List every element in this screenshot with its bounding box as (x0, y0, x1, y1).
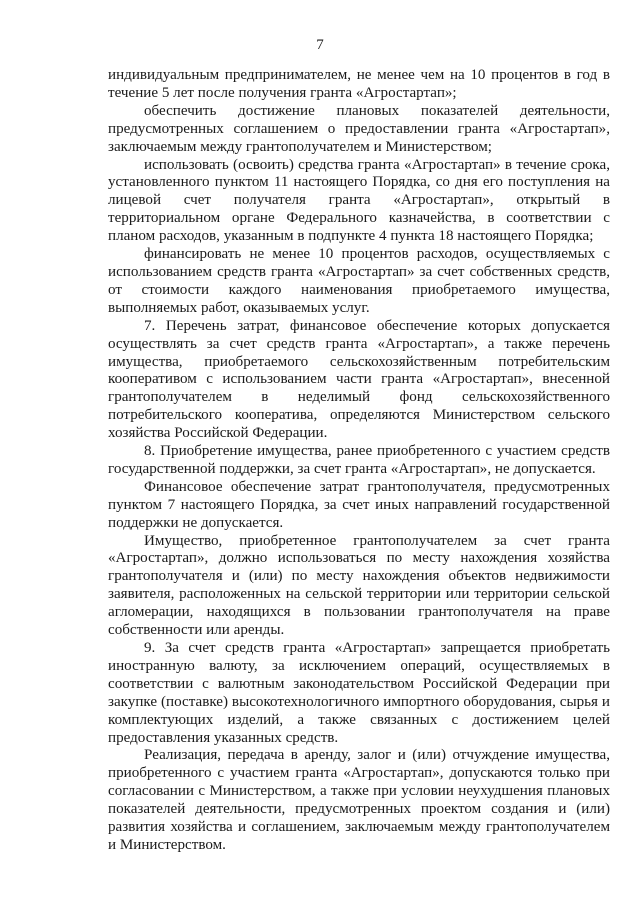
paragraph-property-use: Имущество, приобретенное грантополучателем за счет гранта «Агростартап», должно использоваться по месту нахождения хозяйства грантополучателя и (или) по месту нахождения объектов недвижимости заявителя, расположенных на сельской территории или территории сельской агломерации, находящихся в пользовании грантополучателя на праве собственности или аренды. (108, 532, 610, 639)
paragraph-obligation-indicators: обеспечить достижение плановых показателей деятельности, предусмотренных соглашением о предоставлении гранта «Агростартап», заключаемым между грантополучателем и Министерством; (108, 102, 610, 155)
paragraph-obligation-use-funds: использовать (освоить) средства гранта «Агростартап» в течение срока, установленного пунктом 11 настоящего Порядка, со дня его поступления на лицевой счет получателя гранта «Агростартап», открытый в территориальном органе Федерального казначейства, в соответствии с планом расходов, указанным в подпункте 4 пункта 18 настоящего Порядка; (108, 156, 610, 245)
paragraph-item-9: 9. За счет средств гранта «Агростартап» запрещается приобретать иностранную валюту, за исключением операций, осуществляемых в соответствии с валютным законодательством Российской Федерации при закупке (поставке) высокотехнологичного импортного оборудования, сырья и комплектующих изделий, а также связанных с достижением целей предоставления указанных средств. (108, 640, 610, 746)
paragraph-item-8: 8. Приобретение имущества, ранее приобретенного с участием средств государственной поддержки, за счет гранта «Агростартап», не допускается. (108, 443, 610, 477)
paragraph-obligation-cofinance: финансировать не менее 10 процентов расходов, осуществляемых с использованием средств гранта «Агростартап» за счет собственных средств, от стоимости каждого наименования приобретаемого имущества, выполняемых работ, оказываемых услуг. (108, 246, 610, 316)
page-number: 7 (316, 37, 324, 53)
paragraph-financing-restriction: Финансовое обеспечение затрат грантополучателя, предусмотренных пунктом 7 настоящего Порядка, за счет иных направлений государственной поддержки не допускается. (108, 478, 610, 531)
document-body (108, 67, 610, 855)
paragraph-property-disposal: Реализация, передача в аренду, залог и (или) отчуждение имущества, приобретенного с участием гранта «Агростартап», допускаются только при согласовании с Министерством, а также при условии неухудшения плановых показателей деятельности, предусмотренных проектом создания и (или) развития хозяйства и соглашением, заключаемым между грантополучателем и Министерством. (108, 747, 610, 853)
paragraph-item-7: 7. Перечень затрат, финансовое обеспечение которых допускается осуществлять за счет средств гранта «Агростартап», а также перечень имущества, приобретаемого сельскохозяйственным потребительским кооперативом с использованием части гранта «Агростартап», внесенной грантополучателем в неделимый фонд сельскохозяйственного потребительского кооператива, определяются Министерством сельского хозяйства Российской Федерации. (108, 317, 610, 442)
paragraph-continuation: индивидуальным предпринимателем, не менее чем на 10 процентов в год в течение 5 лет после получения гранта «Агростартап»; (108, 67, 610, 101)
